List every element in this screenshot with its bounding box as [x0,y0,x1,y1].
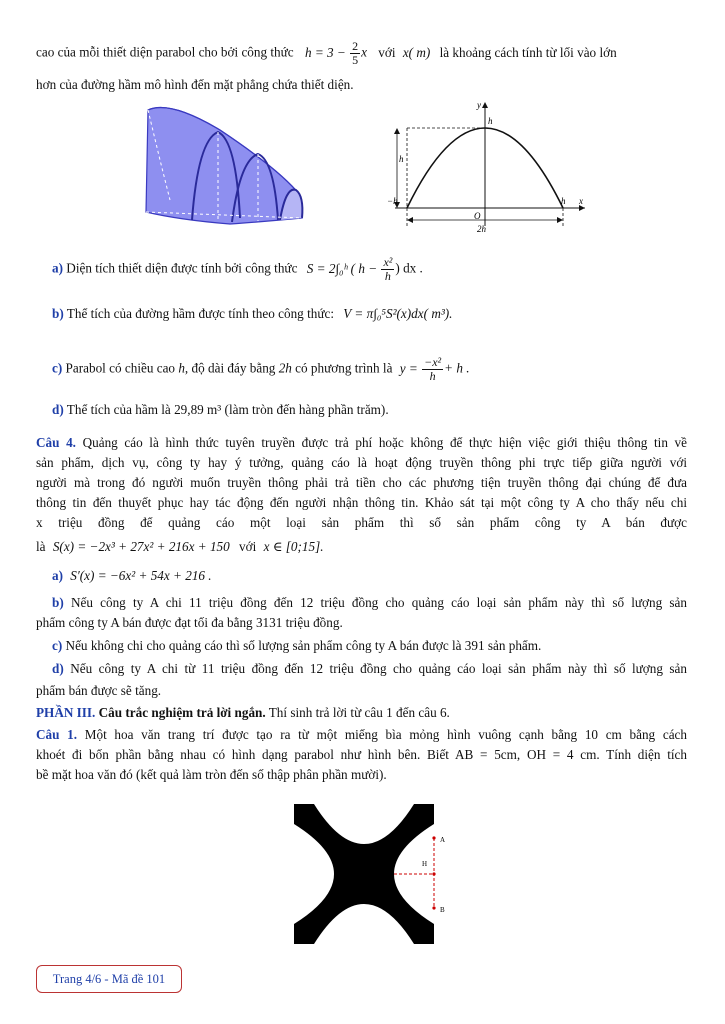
page-footer: Trang 4/6 - Mã đề 101 [36,965,182,993]
q1-line-3: bề mặt hoa văn đó (kết quả làm tròn đến số thập phân phần mười). [36,767,387,782]
option-text: Nếu không chi cho quảng cáo thì số lượng sản phẩm công ty A bán được là 391 sản phẩm. [65,638,542,653]
option-label: d) [52,402,64,417]
option-label: b) [52,595,64,610]
parabola-graph [385,98,595,236]
option-label: a) [52,260,63,276]
part3-subtitle: Câu trắc nghiệm trả lời ngắn. [98,705,266,720]
q1-line-2: khoét đi bốn phần bằng nhau có hình dạng parabol như hình bên. Biết AB = 5cm, OH = 4 cm. Tính diện tích [36,747,687,762]
q4-option-a [52,568,212,584]
option-text: Thể tích của đường hầm được tính theo công thức: [66,306,334,321]
q4-option-c [52,638,541,654]
option-h: h [178,360,185,376]
part3-instructions: Thí sinh trả lời từ câu 1 đến câu 6. [268,705,450,720]
option-formula-end: + h . [444,360,470,376]
q4-line-2: sản phẩm, dịch vụ, công ty hay ý tưởng, quảng cáo là hoạt động truyền thông phi trực tiếp giữa người với [36,455,687,470]
y-axis-arrow [482,102,488,108]
q3-option-c [52,356,470,383]
h-right-label: h [561,196,566,206]
part3-header [36,704,687,722]
option-label: a) [52,568,63,583]
q1-text: Một hoa văn trang trí được tạo ra từ một miếng bìa mỏng hình vuông cạnh bằng 10 cm bằng cách [84,727,687,742]
option-2h: 2h [278,360,292,376]
q1-title: Câu 1. [36,727,78,742]
q4-line-1 [36,434,687,452]
q4-option-b-line-2: phẩm công ty A bán được đạt tối đa bằng 3131 triệu đồng. [36,615,343,630]
neg-h-label: −h [387,196,398,206]
q4-domain: x ∈ [0;15]. [263,539,324,554]
intro-formula: h = 3 − [304,44,350,60]
q3-option-a [52,256,423,283]
intro-line-1 [36,40,687,67]
option-text: Nếu công ty A chi 11 triệu đồng đến 12 triệu đồng cho quảng cáo loại sản phẩm này thì số lượng sản [70,595,688,610]
q4-text-la: là [36,539,46,554]
option-label: c) [52,360,63,376]
q4-text: Quảng cáo là hình thức tuyên truyền được trả phí hoặc không để thực hiện việc giới thiệu thông tin về [82,435,687,450]
base-arrow-left [407,217,413,223]
option-label: c) [52,638,63,653]
part3-title: PHẦN III. [36,705,96,720]
intro-unit: x( m) [402,44,431,60]
point-b [432,906,435,909]
h-left-label: h [399,154,404,164]
intro-fraction: $\frac{2}{5}$ [352,39,359,67]
pattern-figure [290,800,460,948]
origin-label: O [474,211,481,221]
option-formula: y = [399,360,422,376]
q4-formula: S(x) = −2x³ + 27x² + 216x + 150 [52,539,230,554]
label-a: A [440,836,446,844]
q1-line-1 [36,726,687,744]
option-formula-end: ) dx . [395,260,423,276]
q4-line-3: người mà trong đó người muốn truyền thông phải trả tiền cho các phương tiện truyền thông đại chúng để đưa [36,475,687,490]
option-label: d) [52,661,64,676]
point-h [432,872,435,875]
y-label: y [477,100,481,110]
label-o: O [388,864,394,872]
x-label: x [579,196,583,206]
h-top-label: h [488,116,493,126]
option-fraction: $\frac{\text{−x²}}{h}$ [424,355,442,383]
intro-x: x [361,44,367,60]
intro-text: cao của mỗi thiết diện parabol cho bởi công thức [36,44,294,60]
tunnel-body [146,108,302,225]
tunnel-illustration [140,100,310,230]
intro-text-end: là khoảng cách tính từ lối vào lớn [439,44,617,60]
option-text: Nếu công ty A chi từ 11 triệu đồng đến 12 triệu đồng cho quảng cáo loại sản phẩm này thì số lượng sản [70,661,688,676]
q4-line-5: x triệu đồng để quảng cáo một loại sản phẩm thì số sản phẩm công ty A bán được [36,515,687,530]
q4-option-d-line-2: phẩm bán được sẽ tăng. [36,683,162,698]
option-text: Diện tích thiết diện được tính bởi công thức [66,260,298,276]
q4-option-b-line-1 [52,594,687,612]
option-formula: S′(x) = −6x² + 54x + 216 . [70,568,212,583]
option-fraction: $\frac{\text{x²}}{h}$ [383,255,393,283]
option-formula: V = π∫₀⁵S²(x)dx( m³). [343,306,453,321]
base-arrow-right [557,217,563,223]
point-a [432,836,435,839]
intro-text-with: với [378,44,396,60]
q3-option-d [52,402,389,418]
q4-text-with: với [239,539,257,554]
option-label: b) [52,306,64,321]
q4-option-d-line-1 [52,660,687,678]
q4-title: Câu 4. [36,435,76,450]
option-text: Parabol có chiều cao [65,360,176,376]
base-label: 2h [477,224,486,234]
option-text-3: có phương trình là [295,360,393,376]
label-b: B [440,906,445,914]
option-formula: S = 2∫₀ʰ ( h − [306,260,381,276]
q4-line-4: thông tin đến thuyết phục hay tác động đến người nhận thông tin. Khảo sát tại một công ty A cho thấy nếu chi [36,495,687,510]
q3-option-b [52,306,452,322]
q4-line-6 [36,538,687,556]
height-arrow-top [394,128,400,134]
option-text-2: , độ dài đáy bằng [184,360,276,376]
intro-line-2: hơn của đường hầm mô hình đến mặt phẳng chứa thiết diện. [36,77,354,92]
option-text: Thể tích của hầm là 29,89 m³ (làm tròn đến hàng phần trăm). [66,402,389,417]
label-h: H [422,860,428,868]
